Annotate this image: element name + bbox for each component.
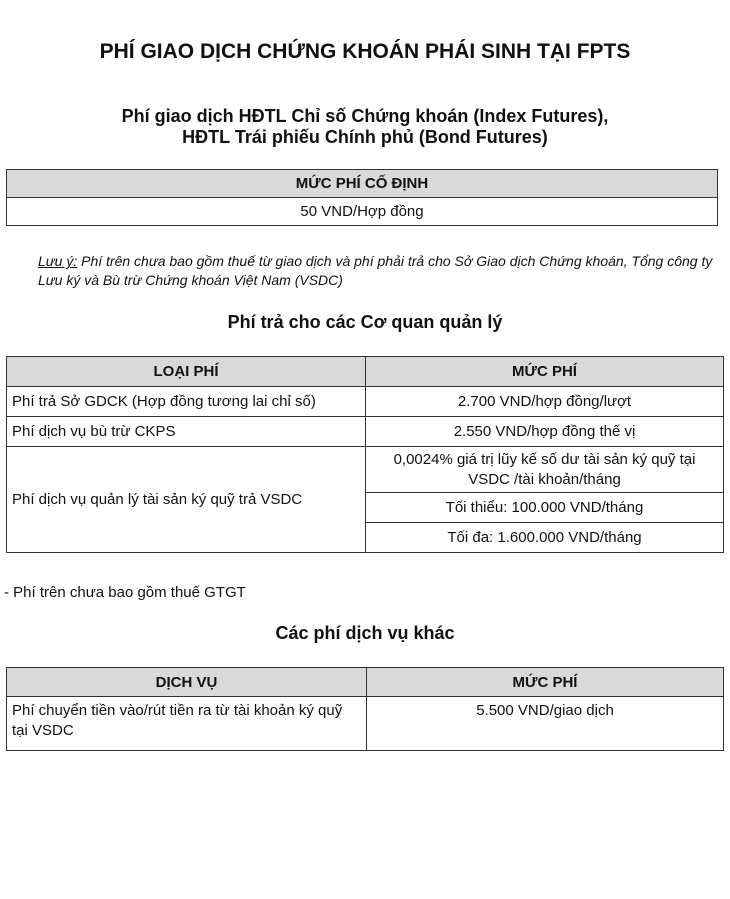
column-header-fee-rate: MỨC PHÍ [366,357,724,387]
service-cell: Phí chuyển tiền vào/rút tiền ra từ tài khoản ký quỹ tại VSDC [7,697,367,751]
subtitle-line-2: HĐTL Trái phiếu Chính phủ (Bond Futures) [182,127,548,147]
regulator-fee-table [6,356,724,553]
vat-note: - Phí trên chưa bao gồm thuế GTGT [4,584,246,601]
fee-type-cell: Phí trả Sở GDCK (Hợp đồng tương lai chỉ số) [7,387,366,417]
other-services-section-title: Các phí dịch vụ khác [275,623,455,643]
fixed-fee-header: MỨC PHÍ CỐ ĐỊNH [7,170,718,198]
page-title: PHÍ GIAO DỊCH CHỨNG KHOÁN PHÁI SINH TẠI FPTS [99,40,631,63]
column-header-fee-rate: MỨC PHÍ [367,668,724,697]
fee-rate-cell: 5.500 VND/giao dịch [367,697,724,751]
fee-type-cell: Phí dịch vụ quản lý tài sản ký quỹ trả VSDC [7,447,366,553]
column-header-fee-type: LOẠI PHÍ [7,357,366,387]
table-row [7,417,724,447]
table-row [7,447,724,493]
note-label: Lưu ý: [38,253,78,269]
fee-rate-cell: 2.700 VND/hợp đồng/lượt [366,387,724,417]
fixed-fee-table [6,169,718,226]
table-row [7,697,724,751]
fee-rate-cell: 2.550 VND/hợp đồng thế vị [366,417,724,447]
column-header-service: DỊCH VỤ [7,668,367,697]
subtitle-line-1: Phí giao dịch HĐTL Chỉ số Chứng khoán (Index Futures), [121,106,609,126]
fee-maximum-cell: Tối đa: 1.600.000 VND/tháng [366,523,724,553]
section-subtitle [0,106,730,148]
note-text: Phí trên chưa bao gồm thuế từ giao dịch và phí phải trả cho Sở Giao dịch Chứng khoán, Tổng công ty Lưu ký và Bù trừ Chứng khoán Việt Nam (VSDC) [38,253,713,288]
table-row [7,387,724,417]
other-services-table [6,667,724,751]
fee-rate-cell: 0,0024% giá trị lũy kế số dư tài sản ký quỹ tại VSDC /tài khoản/tháng [366,447,724,493]
fee-note [38,252,718,290]
regulator-section-title: Phí trả cho các Cơ quan quản lý [227,312,503,332]
fee-type-cell: Phí dịch vụ bù trừ CKPS [7,417,366,447]
fixed-fee-value: 50 VND/Hợp đồng [7,198,718,226]
fee-minimum-cell: Tối thiểu: 100.000 VND/tháng [366,493,724,523]
